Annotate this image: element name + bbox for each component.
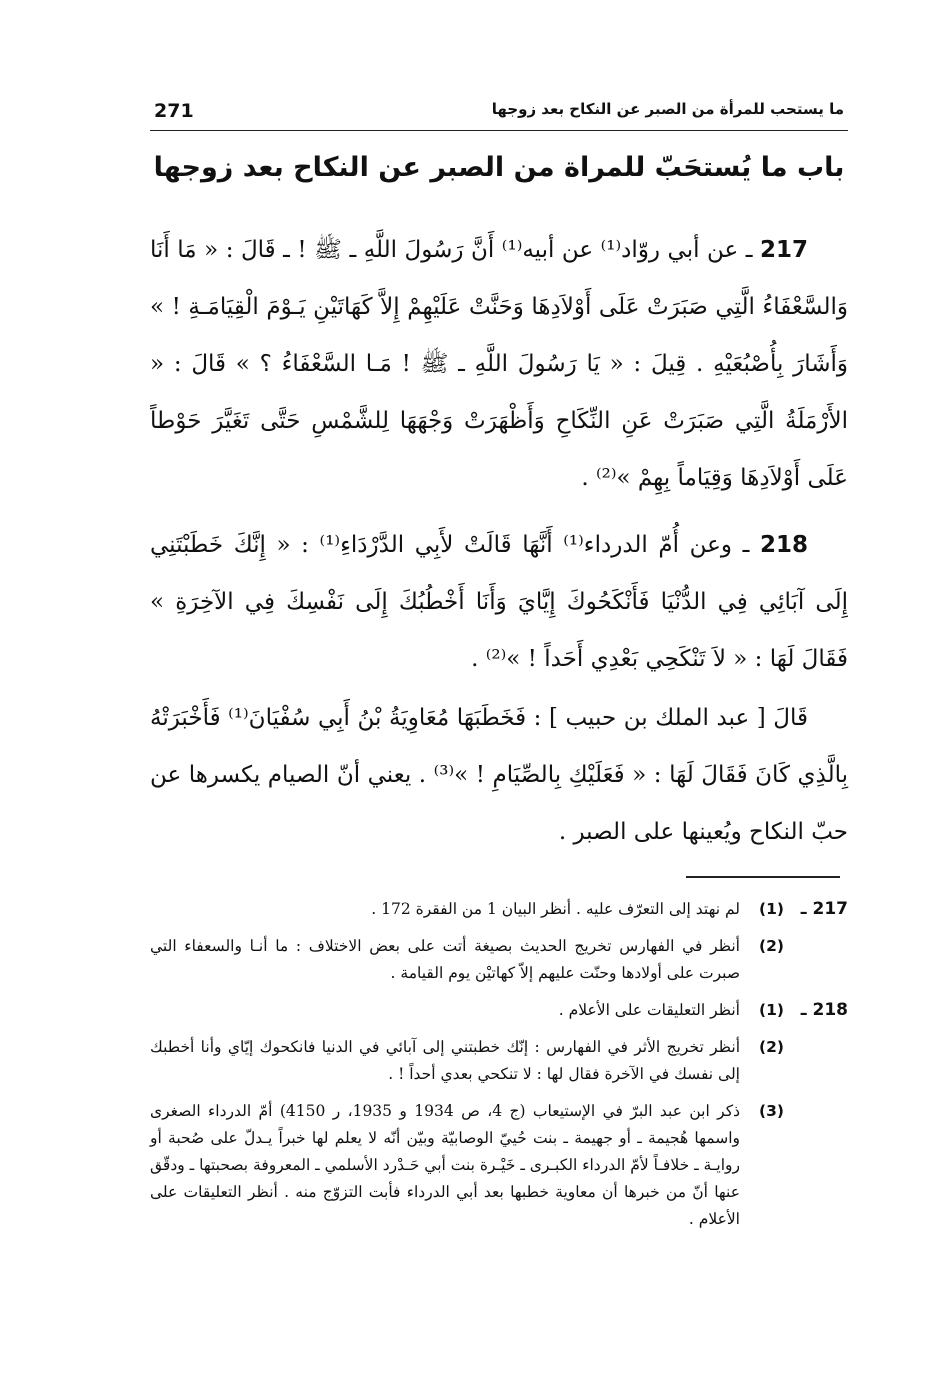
footnote-text: أنظر التعليقات على الأعلام .: [558, 1001, 740, 1019]
footnote-mark: (1): [759, 1001, 784, 1019]
footnote-mark: (1): [759, 900, 784, 918]
paragraph-number: 217: [759, 237, 808, 263]
footnote-item: [150, 1034, 848, 1088]
footnotes: [150, 896, 848, 1243]
footnote-text: ذكر ابن عبد البرّ في الإستيعاب (ج 4، ص 1934 و 1935، ر 4150) أمّ الدرداء الصغرى واسمها هُجيمة ـ أو جهيمة ـ بنت حُييّ الوصابيّة وبيّن أنّه لا يعلم لها خبراً يـدلّ على صُحبة أو روايـة ـ خلافـاً لأمّ الدرداء الكبـرى ـ خَيْـرة بنت أبي حَـدْرد الأسلمي ـ المعروفة بصحبتها ـ ودقّق عنها أنّ من خبرها أن معاوية خطبها بعد أبي الدرداء فأبت التزوّج منه . أنظر التعليقات على الأعلام .: [150, 1102, 740, 1228]
running-title: ما يستحب للمرأة من الصبر عن النكاح بعد زوجها: [491, 100, 844, 118]
footnote-group-number: [784, 1098, 848, 1233]
paragraph-text: قَالَ [ عبد الملك بن حبيب ] : فَخَطَبَهَا مُعَاوِيَةُ بْنُ أَبِي سُفْيَانَ⁽¹⁾ فَأَخْبَرَتْهُ بِالَّذِي كَانَ فَقَالَ لَهَا : « فَعَلَيْكِ بِالصِّيَامِ ! »⁽³⁾ . يعني أنّ الصيام يكسرها عن حبّ النكاح ويُعينها على الصبر .: [150, 705, 848, 845]
footnote-text: أنظر تخريج الأثر في الفهارس : إنّك خطبتني إلى آبائي في الدنيا فانكحوك إيّاي وأنا أخطبك إلى نفسك في الآخرة فقال لها : لا تنكحي بعدي أحداً ! .: [150, 1038, 740, 1083]
paragraph-218: [150, 517, 848, 688]
footnote-mark: (2): [759, 1038, 784, 1056]
footnote-group-number: 217 ـ: [800, 899, 848, 919]
running-header: [150, 98, 848, 131]
footnote-group-number: [784, 1034, 848, 1088]
page-number: 271: [154, 100, 194, 122]
paragraph-text: ـ وعن أُمّ الدرداء⁽¹⁾ أَنَّهَا قَالَتْ لأَبِي الدَّرْدَاءِ⁽¹⁾ : « إِنَّكَ خَطَبْتَنِي إِلَى آبَائِي فِي الدُّنْيَا فَأَنْكَحُوكَ إِيَّايَ وَأَنَا أَخْطُبُكَ إِلَى نَفْسِكَ فِي الآخِرَةِ » فَقَالَ لَهَا : « لاَ تَنْكَحِي بَعْدِي أَحَداً ! »⁽²⁾ .: [150, 532, 848, 672]
footnote-mark: (2): [759, 937, 784, 955]
footnote-item: [150, 997, 848, 1024]
paragraph-217: [150, 222, 848, 507]
paragraph-text: ـ عن أبي روّاد⁽¹⁾ عن أبيه⁽¹⁾ أَنَّ رَسُولَ اللَّهِ ـ ﷺ ! ـ قَالَ : « مَا أَنَا وَالسَّعْفَاءُ الَّتِي صَبَرَتْ عَلَى أَوْلاَدِهَا وَحَنَّتْ عَلَيْهِمْ إِلاَّ كَهَاتَيْنِ يَـوْمَ الْقِيَامَـةِ ! » وَأَشَارَ بِأُصْبُعَيْهِ . قِيلَ : « يَا رَسُولَ اللَّهِ ـ ﷺ ! مَـا السَّعْفَاءُ ؟ » قَالَ : « الأَرْمَلَةُ الَّتِي صَبَرَتْ عَنِ النِّكَاحِ وَأَظْهَرَتْ وَجْهَهَا لِلشَّمْسِ حَتَّى تَغَيَّرَ حَوْطاً عَلَى أَوْلاَدِهَا وَقِيَاماً بِهِمْ »⁽²⁾ .: [150, 237, 848, 491]
paragraph-number: 218: [759, 532, 808, 558]
footnote-text: أنظر في الفهارس تخريج الحديث بصيغة أتت على بعض الاختلاف : ما أنـا والسعفاء التي صبرت على أولادها وحنّت عليهم إلاّ كهاتيْن يوم القيامة .: [150, 937, 740, 982]
footnote-divider: [686, 876, 840, 878]
footnote-item: [150, 1098, 848, 1233]
footnote-group-number: 218 ـ: [800, 1000, 848, 1020]
paragraph-qal: [150, 690, 848, 861]
chapter-title: باب ما يُستحَبّ للمراة من الصبر عن النكاح بعد زوجها: [153, 152, 845, 183]
footnote-mark: (3): [759, 1102, 784, 1120]
footnote-group-number: [784, 933, 848, 987]
footnote-item: [150, 933, 848, 987]
footnote-item: [150, 896, 848, 923]
footnote-text: لم نهتد إلى التعرّف عليه . أنظر البيان 1 من الفقرة 172 .: [371, 900, 740, 918]
